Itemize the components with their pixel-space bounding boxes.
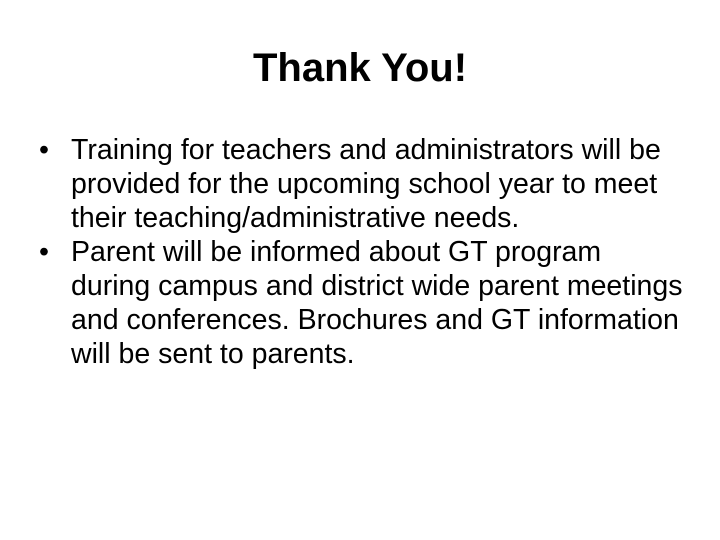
slide-title: Thank You!: [252, 46, 468, 90]
bullet-item-parents: [36, 235, 686, 371]
bullet-item-training: [36, 133, 686, 235]
bullet-icon: •: [39, 134, 49, 166]
bullet-icon: •: [39, 236, 49, 268]
bullet-list: [36, 133, 686, 371]
bullet-text-parents: Parent will be informed about GT program during campus and district wide parent meetings and conferences. Brochures and GT information will be sent to parents.: [71, 236, 683, 370]
bullet-text-training: Training for teachers and administrators will be provided for the upcoming school year to meet their teaching/administrative needs.: [71, 134, 661, 234]
